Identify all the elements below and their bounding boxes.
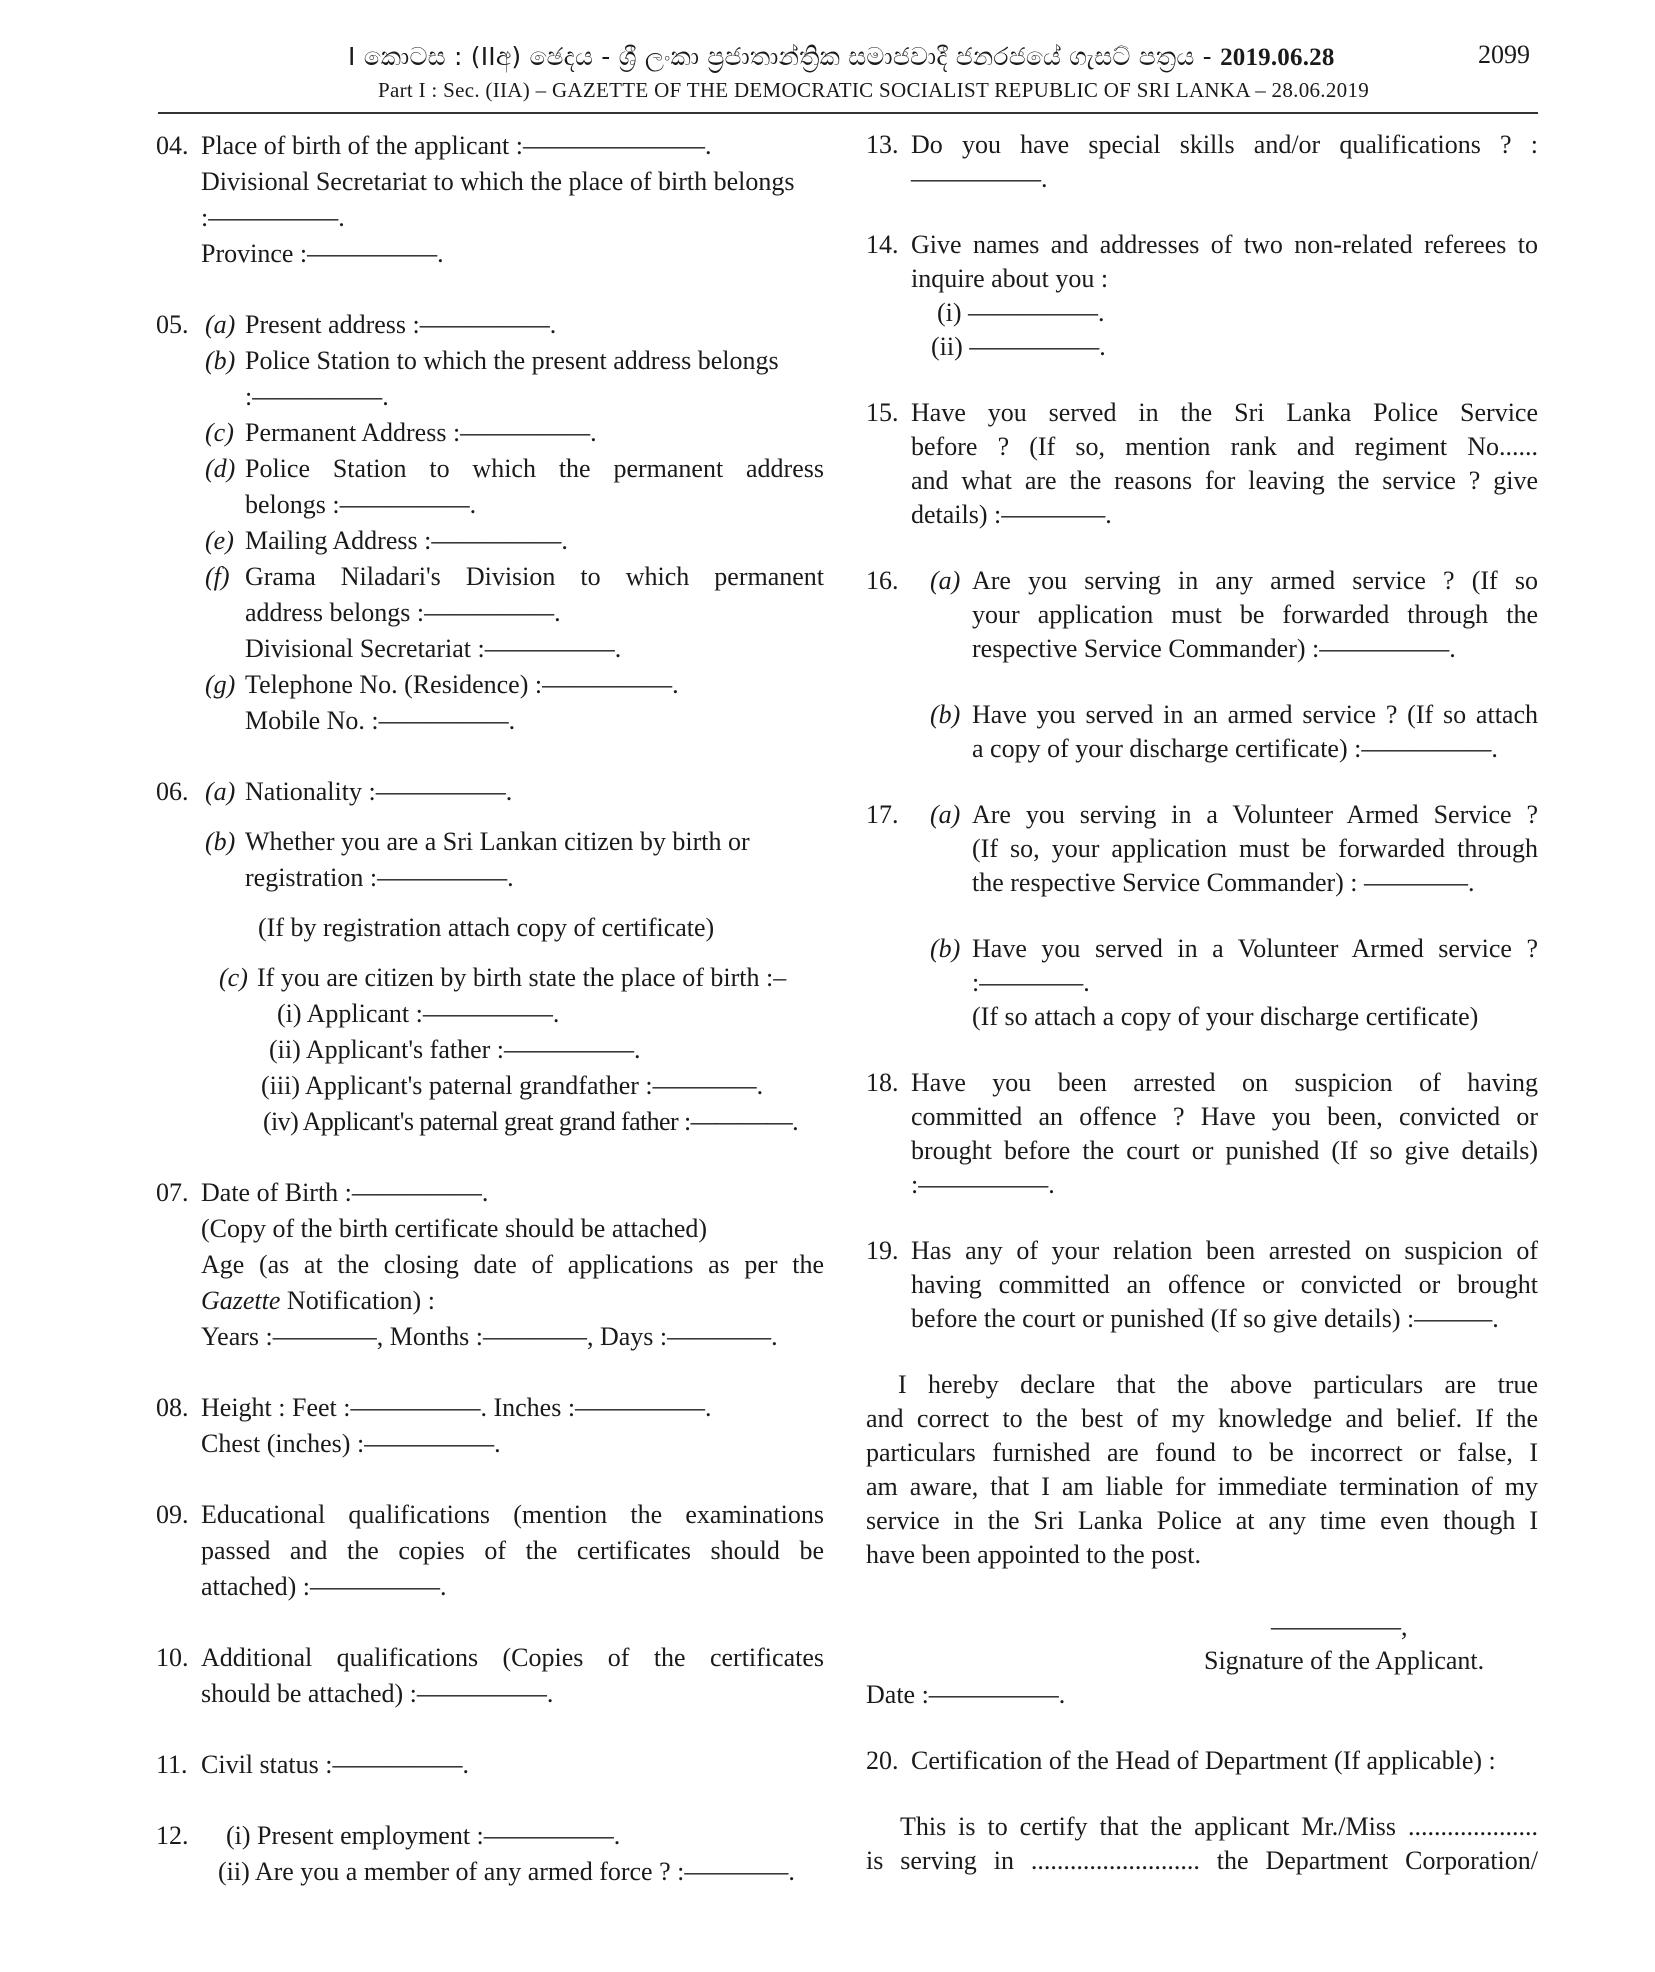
- question-number: 10.: [156, 1643, 189, 1672]
- field-text: Police Station to which the present address belongs: [245, 346, 779, 375]
- question-16: [866, 564, 1538, 766]
- question-12: [156, 1818, 824, 1890]
- field-text: committed an offence ? Have you been, convicted or: [911, 1102, 1538, 1131]
- field-educational-qualifications: Educational qualifications (mention the examinations: [201, 1500, 824, 1529]
- question-number: 11.: [156, 1750, 188, 1779]
- field-serving-volunteer-service: [866, 798, 1538, 900]
- sub-label: (d): [205, 454, 236, 483]
- certification-line: is serving in .......................... the Department Corporation/: [866, 1846, 1538, 1875]
- field-place-of-birth: Place of birth of the applicant :———————.: [201, 131, 712, 160]
- field-referee-2: (ii) —————.: [931, 332, 1106, 361]
- question-20: [866, 1744, 1538, 1778]
- note-discharge-certificate: (If so attach a copy of your discharge certificate): [972, 1002, 1479, 1031]
- field-blank: address belongs :—————.: [245, 598, 561, 627]
- question-number: 06.: [156, 777, 189, 806]
- field-text: (If so, your application must be forwarded through: [972, 834, 1538, 863]
- field-applicant-father: (ii) Applicant's father :—————.: [269, 1035, 641, 1064]
- question-number: 07.: [156, 1178, 189, 1207]
- sub-label: (c): [205, 418, 234, 447]
- sub-label: (e): [205, 526, 234, 555]
- field-police-station-permanent: [205, 451, 824, 523]
- sub-label: (b): [930, 934, 961, 963]
- field-place-of-birth-citizen: [219, 960, 824, 996]
- field-text: Have you served in a Volunteer Armed service ?: [972, 934, 1538, 963]
- question-number: 13.: [866, 130, 899, 159]
- left-column: [156, 128, 824, 1890]
- question-number: 09.: [156, 1500, 189, 1529]
- field-height: Height : Feet :—————. Inches :—————.: [201, 1393, 712, 1422]
- question-08: [156, 1390, 824, 1462]
- field-armed-force-member: (ii) Are you a member of any armed force ? :————.: [218, 1857, 795, 1886]
- question-05: [156, 307, 824, 739]
- gazette-word: Gazette: [201, 1286, 281, 1315]
- declaration: [866, 1368, 1538, 1572]
- declaration-line: particulars furnished are found to be incorrect or false, I: [866, 1438, 1538, 1467]
- declaration-line: and correct to the best of my knowledge and belief. If the: [866, 1404, 1538, 1433]
- field-served-armed-service: [866, 698, 1538, 766]
- field-blank: belongs :—————.: [245, 490, 477, 519]
- field-arrested: Have you been arrested on suspicion of having: [911, 1068, 1538, 1097]
- header-sinhala-title: [348, 42, 1335, 72]
- question-06: [156, 774, 824, 1140]
- header-sinhala-text: I කොටස : (IIඅ) ඡෙදය - ශ්‍රී ලංකා ප්‍රජාතාන්ත්‍රික සමාජවාදී ජනරජයේ ගැසට් පත්‍රය -: [348, 42, 1212, 71]
- field-police-service: Have you served in the Sri Lanka Police Service: [911, 398, 1538, 427]
- sub-label: (a): [205, 310, 236, 339]
- field-blank: the respective Service Commander) : ————.: [972, 868, 1475, 897]
- declaration-line: have been appointed to the post.: [866, 1540, 1202, 1569]
- sub-label: (g): [205, 670, 236, 699]
- field-age-gazette: [201, 1283, 824, 1319]
- field-applicant: (i) Applicant :—————.: [277, 999, 560, 1028]
- field-served-volunteer-service: [866, 932, 1538, 1034]
- field-divisional-secretariat-birth: Divisional Secretariat to which the place of birth belongs: [201, 167, 795, 196]
- sub-label: (c): [219, 963, 248, 992]
- field-grama-niladari-division: [205, 559, 824, 667]
- question-11: [156, 1747, 824, 1783]
- sub-label: (a): [930, 800, 961, 829]
- question-number: 12.: [156, 1821, 189, 1850]
- field-head-of-department: Certification of the Head of Department (If applicable) :: [911, 1746, 1496, 1775]
- field-present-employment: (i) Present employment :—————.: [226, 1821, 621, 1850]
- field-date: Date :—————.: [866, 1680, 1066, 1709]
- field-blank: :—————.: [245, 382, 389, 411]
- field-text: If you are citizen by birth state the place of birth :–: [257, 963, 787, 992]
- field-blank: respective Service Commander) :—————.: [972, 634, 1456, 663]
- field-special-skills: Do you have special skills and/or qualifications ? :: [911, 130, 1538, 159]
- field-divisional-secretariat: Divisional Secretariat :—————.: [245, 634, 622, 663]
- question-18: [866, 1066, 1538, 1202]
- note-birth-certificate: (Copy of the birth certificate should be attached): [201, 1214, 708, 1243]
- field-text: Have you served in an armed service ? (If so attach: [972, 700, 1538, 729]
- question-19: [866, 1234, 1538, 1336]
- signature-label: Signature of the Applicant.: [1204, 1646, 1485, 1675]
- field-serving-armed-service: [866, 564, 1538, 666]
- question-number: 18.: [866, 1068, 899, 1097]
- question-number: 04.: [156, 131, 189, 160]
- field-applicant-grandfather: (iii) Applicant's paternal grandfather :————.: [261, 1071, 764, 1100]
- field-permanent-address: [205, 415, 824, 451]
- page-header: [158, 40, 1538, 110]
- question-17: [866, 798, 1538, 1034]
- sub-label: (a): [930, 566, 961, 595]
- sub-label: (b): [205, 827, 236, 856]
- question-09: [156, 1497, 824, 1605]
- field-civil-status: Civil status :—————.: [201, 1750, 469, 1779]
- field-applicant-great-grandfather: (iv) Applicant's paternal great grand father :————.: [263, 1107, 799, 1136]
- certification-text: [866, 1810, 1538, 1878]
- note-registration: (If by registration attach copy of certificate): [258, 913, 715, 942]
- question-13: [866, 128, 1538, 196]
- signature-block: [866, 1610, 1538, 1710]
- field-blank: :————.: [972, 968, 1090, 997]
- field-text: Permanent Address :—————.: [245, 418, 597, 447]
- question-number: 08.: [156, 1393, 189, 1422]
- field-text: before the court or punished (If so give details) :———.: [911, 1304, 1499, 1333]
- sub-label: (a): [205, 777, 236, 806]
- field-text: your application must be forwarded through the: [972, 600, 1538, 629]
- field-police-station-present: [205, 343, 824, 415]
- question-04: [156, 128, 824, 272]
- field-text: Present address :—————.: [245, 310, 557, 339]
- field-blank: registration :—————.: [245, 863, 514, 892]
- field-blank: —————.: [911, 164, 1048, 193]
- field-blank: :—————.: [911, 1170, 1055, 1199]
- question-10: [156, 1640, 824, 1712]
- sub-label: (f): [205, 562, 230, 591]
- page-number: 2099: [1478, 40, 1530, 69]
- field-blank: details) :————.: [911, 500, 1112, 529]
- field-date-of-birth: Date of Birth :—————.: [201, 1178, 489, 1207]
- field-text: brought before the court or punished (If so give details): [911, 1136, 1538, 1165]
- question-07: [156, 1175, 824, 1355]
- certification-line: This is to certify that the applicant Mr./Miss ....................: [900, 1812, 1538, 1841]
- field-years-months-days: Years :————, Months :————, Days :————.: [201, 1322, 778, 1351]
- field-text: before ? (If so, mention rank and regiment No......: [911, 432, 1538, 461]
- question-number: 15.: [866, 398, 899, 427]
- declaration-line: am aware, that I am liable for immediate termination of my: [866, 1472, 1538, 1501]
- question-14: [866, 228, 1538, 364]
- field-blank: should be attached) :—————.: [201, 1679, 554, 1708]
- field-age-text: Age (as at the closing date of applications as per the: [201, 1250, 824, 1279]
- header-english-title: Part I : Sec. (IIA) – GAZETTE OF THE DEMOCRATIC SOCIALIST REPUBLIC OF SRI LANKA – 28.06.2019: [378, 78, 1370, 102]
- question-number: 14.: [866, 230, 899, 259]
- question-15: [866, 396, 1538, 532]
- question-number: 19.: [866, 1236, 899, 1265]
- field-text: Mailing Address :—————.: [245, 526, 568, 555]
- field-text: having committed an offence or convicted or brought: [911, 1270, 1538, 1299]
- sub-label: (b): [205, 346, 236, 375]
- field-divisional-secretariat-birth-blank: :—————.: [201, 203, 345, 232]
- field-text: inquire about you :: [911, 264, 1109, 293]
- question-number: 17.: [866, 800, 899, 829]
- field-telephone-residence: Telephone No. (Residence) :—————.: [245, 670, 679, 699]
- field-citizenship: [205, 824, 824, 896]
- notification-text: Notification) :: [280, 1286, 435, 1315]
- field-province: Province :—————.: [201, 239, 444, 268]
- field-nationality: [205, 774, 824, 810]
- field-blank: a copy of your discharge certificate) :—————.: [972, 734, 1498, 763]
- sub-label: (b): [930, 700, 961, 729]
- field-text: and what are the reasons for leaving the service ? give: [911, 466, 1538, 495]
- field-referees: Give names and addresses of two non-related referees to: [911, 230, 1538, 259]
- question-number: 20.: [866, 1746, 899, 1775]
- question-number: 05.: [156, 310, 189, 339]
- right-column: [866, 128, 1538, 1878]
- field-text: Are you serving in any armed service ? (If so: [972, 566, 1538, 595]
- field-text: Grama Niladari's Division to which permanent: [245, 562, 824, 591]
- header-sinhala-date: 2019.06.28: [1220, 44, 1335, 71]
- field-text: Nationality :—————.: [245, 777, 513, 806]
- field-mobile: Mobile No. :—————.: [245, 706, 516, 735]
- signature-line: —————,: [1271, 1612, 1408, 1641]
- question-number: 16.: [866, 566, 899, 595]
- field-telephone: [205, 667, 824, 739]
- field-text: passed and the copies of the certificates should be: [201, 1536, 824, 1565]
- field-referee-1: (i) —————.: [937, 298, 1105, 327]
- field-relation-arrested: Has any of your relation been arrested on suspicion of: [911, 1236, 1538, 1265]
- field-chest: Chest (inches) :—————.: [201, 1429, 501, 1458]
- field-present-address: [205, 307, 824, 343]
- field-blank: attached) :—————.: [201, 1572, 447, 1601]
- field-text: Are you serving in a Volunteer Armed Service ?: [972, 800, 1538, 829]
- field-text: Whether you are a Sri Lankan citizen by birth or: [245, 827, 750, 856]
- declaration-line: service in the Sri Lanka Police at any time even though I: [866, 1506, 1538, 1535]
- field-mailing-address: [205, 523, 824, 559]
- declaration-line: I hereby declare that the above particulars are true: [898, 1370, 1538, 1399]
- field-text: Police Station to which the permanent address: [245, 454, 824, 483]
- header-rule: [158, 112, 1538, 114]
- field-additional-qualifications: Additional qualifications (Copies of the certificates: [201, 1643, 824, 1672]
